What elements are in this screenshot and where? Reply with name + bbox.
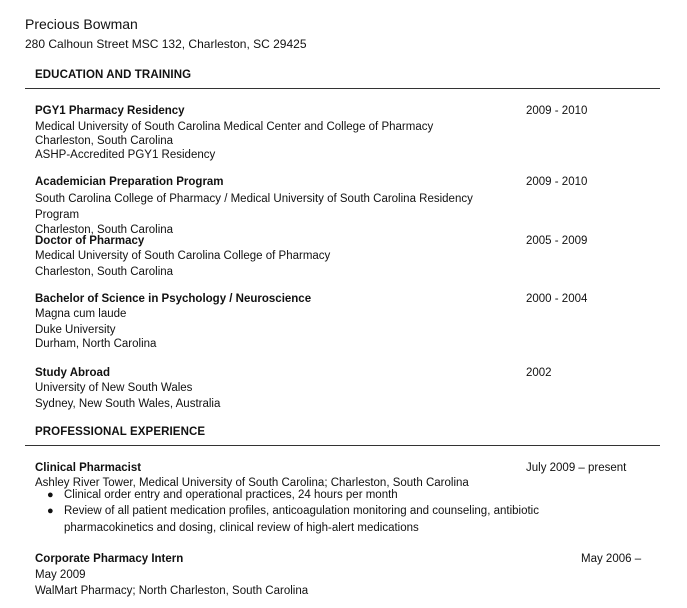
entry-title: Bachelor of Science in Psychology / Neuroscience [35,293,312,305]
entry-location: WalMart Pharmacy; North Charleston, South Carolina [35,585,309,597]
bullet-text: Clinical order entry and operational practices, 24 hours per month [64,489,398,501]
entry-line: Medical University of South Carolina College of Pharmacy [35,250,331,262]
entry-date: May 2006 – [581,553,642,565]
section-title-experience: PROFESSIONAL EXPERIENCE [35,426,206,438]
entry-line: Durham, North Carolina [35,338,157,350]
entry-title: Clinical Pharmacist [35,462,142,474]
section-divider [25,445,660,446]
bullet-icon: ● [47,489,54,501]
candidate-name: Precious Bowman [25,16,138,32]
entry-line: Magna cum laude [35,308,127,320]
entry-title: PGY1 Pharmacy Residency [35,105,185,117]
bullet-text-cont: pharmacokinetics and dosing, clinical review of high-alert medications [64,522,419,534]
entry-line: ASHP-Accredited PGY1 Residency [35,149,216,161]
bullet-text: Review of all patient medication profiles, anticoagulation monitoring and counseling, antibiotic [64,505,539,517]
entry-date: 2005 - 2009 [526,235,588,247]
entry-line: South Carolina College of Pharmacy / Medical University of South Carolina Residency [35,193,473,205]
entry-date: 2009 - 2010 [526,105,588,117]
section-title-education: EDUCATION AND TRAINING [35,69,192,81]
entry-line: Charleston, South Carolina [35,266,174,278]
entry-date: 2002 [526,367,552,379]
entry-title: Study Abroad [35,367,110,379]
entry-title: Corporate Pharmacy Intern [35,553,184,565]
entry-title: Academician Preparation Program [35,176,224,188]
entry-line: Sydney, New South Wales, Australia [35,398,221,410]
entry-date-cont: May 2009 [35,569,86,581]
entry-line: Medical University of South Carolina Medical Center and College of Pharmacy [35,121,434,133]
entry-date: July 2009 – present [526,462,627,474]
entry-location: Ashley River Tower, Medical University of South Carolina; Charleston, South Carolina [35,477,469,489]
entry-title: Doctor of Pharmacy [35,235,145,247]
entry-date: 2000 - 2004 [526,293,588,305]
entry-line-clipped: Charleston, South Carolina [35,224,174,236]
entry-line: University of New South Wales [35,382,193,394]
entry-date: 2009 - 2010 [526,176,588,188]
bullet-icon: ● [47,505,54,517]
section-divider [25,88,660,89]
entry-line: Duke University [35,324,116,336]
entry-line: Program [35,209,80,221]
candidate-address: 280 Calhoun Street MSC 132, Charleston, SC 29425 [25,37,307,51]
entry-line: Charleston, South Carolina [35,135,174,147]
